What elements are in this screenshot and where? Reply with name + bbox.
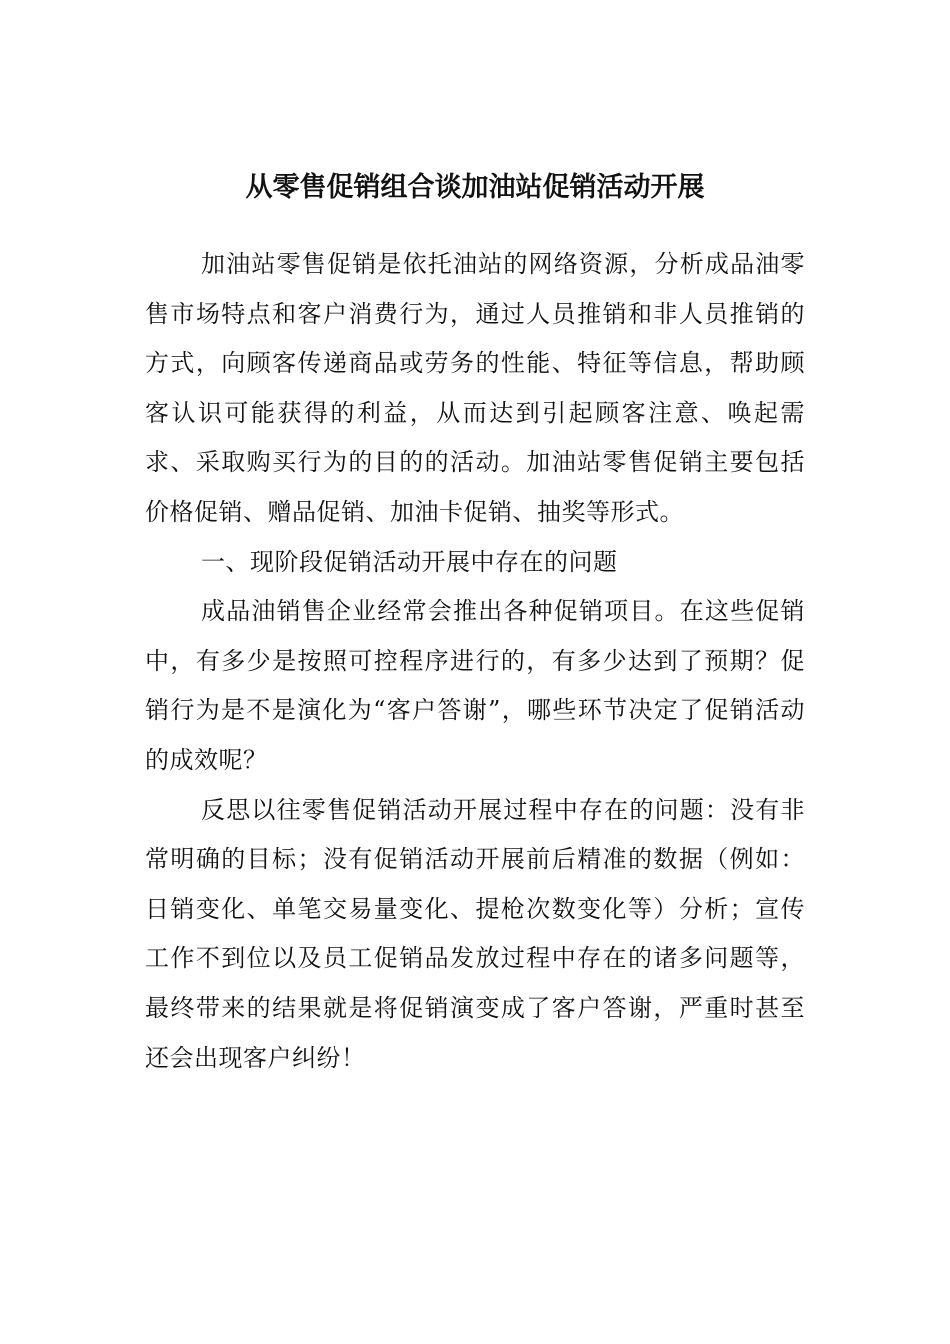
- section-heading: 一、现阶段促销活动开展中存在的问题: [201, 547, 618, 576]
- body-paragraph: 成品油销售企业经常会推出各种促销项目。在这些促销中，有多少是按照可控程序进行的，有多少达到了预期？促销行为是不是演化为“客户答谢”，哪些环节决定了促销活动的成效呢？: [145, 597, 805, 774]
- document-title: 从零售促销组合谈加油站促销活动开展: [245, 172, 705, 204]
- intro-paragraph: 加油站零售促销是依托油站的网络资源，分析成品油零售市场特点和客户消费行为，通过人员推销和非人员推销的方式，向顾客传递商品或劳务的性能、特征等信息，帮助顾客认识可能获得的利益，从而达到引起顾客注意、唤起需求、采取购买行为的目的的活动。加油站零售促销主要包括价格促销、赠品促销、加油卡促销、抽奖等形式。: [145, 250, 805, 526]
- body-paragraph: 反思以往零售促销活动开展过程中存在的问题：没有非常明确的目标；没有促销活动开展前后精准的数据（例如：日销变化、单笔交易量变化、提枪次数变化等）分析；宣传工作不到位以及员工促销品发放过程中存在的诸多问题等，最终带来的结果就是将促销演变成了客户答谢，严重时甚至还会出现客户纠纷！: [145, 795, 805, 1072]
- document-body: [145, 240, 805, 1083]
